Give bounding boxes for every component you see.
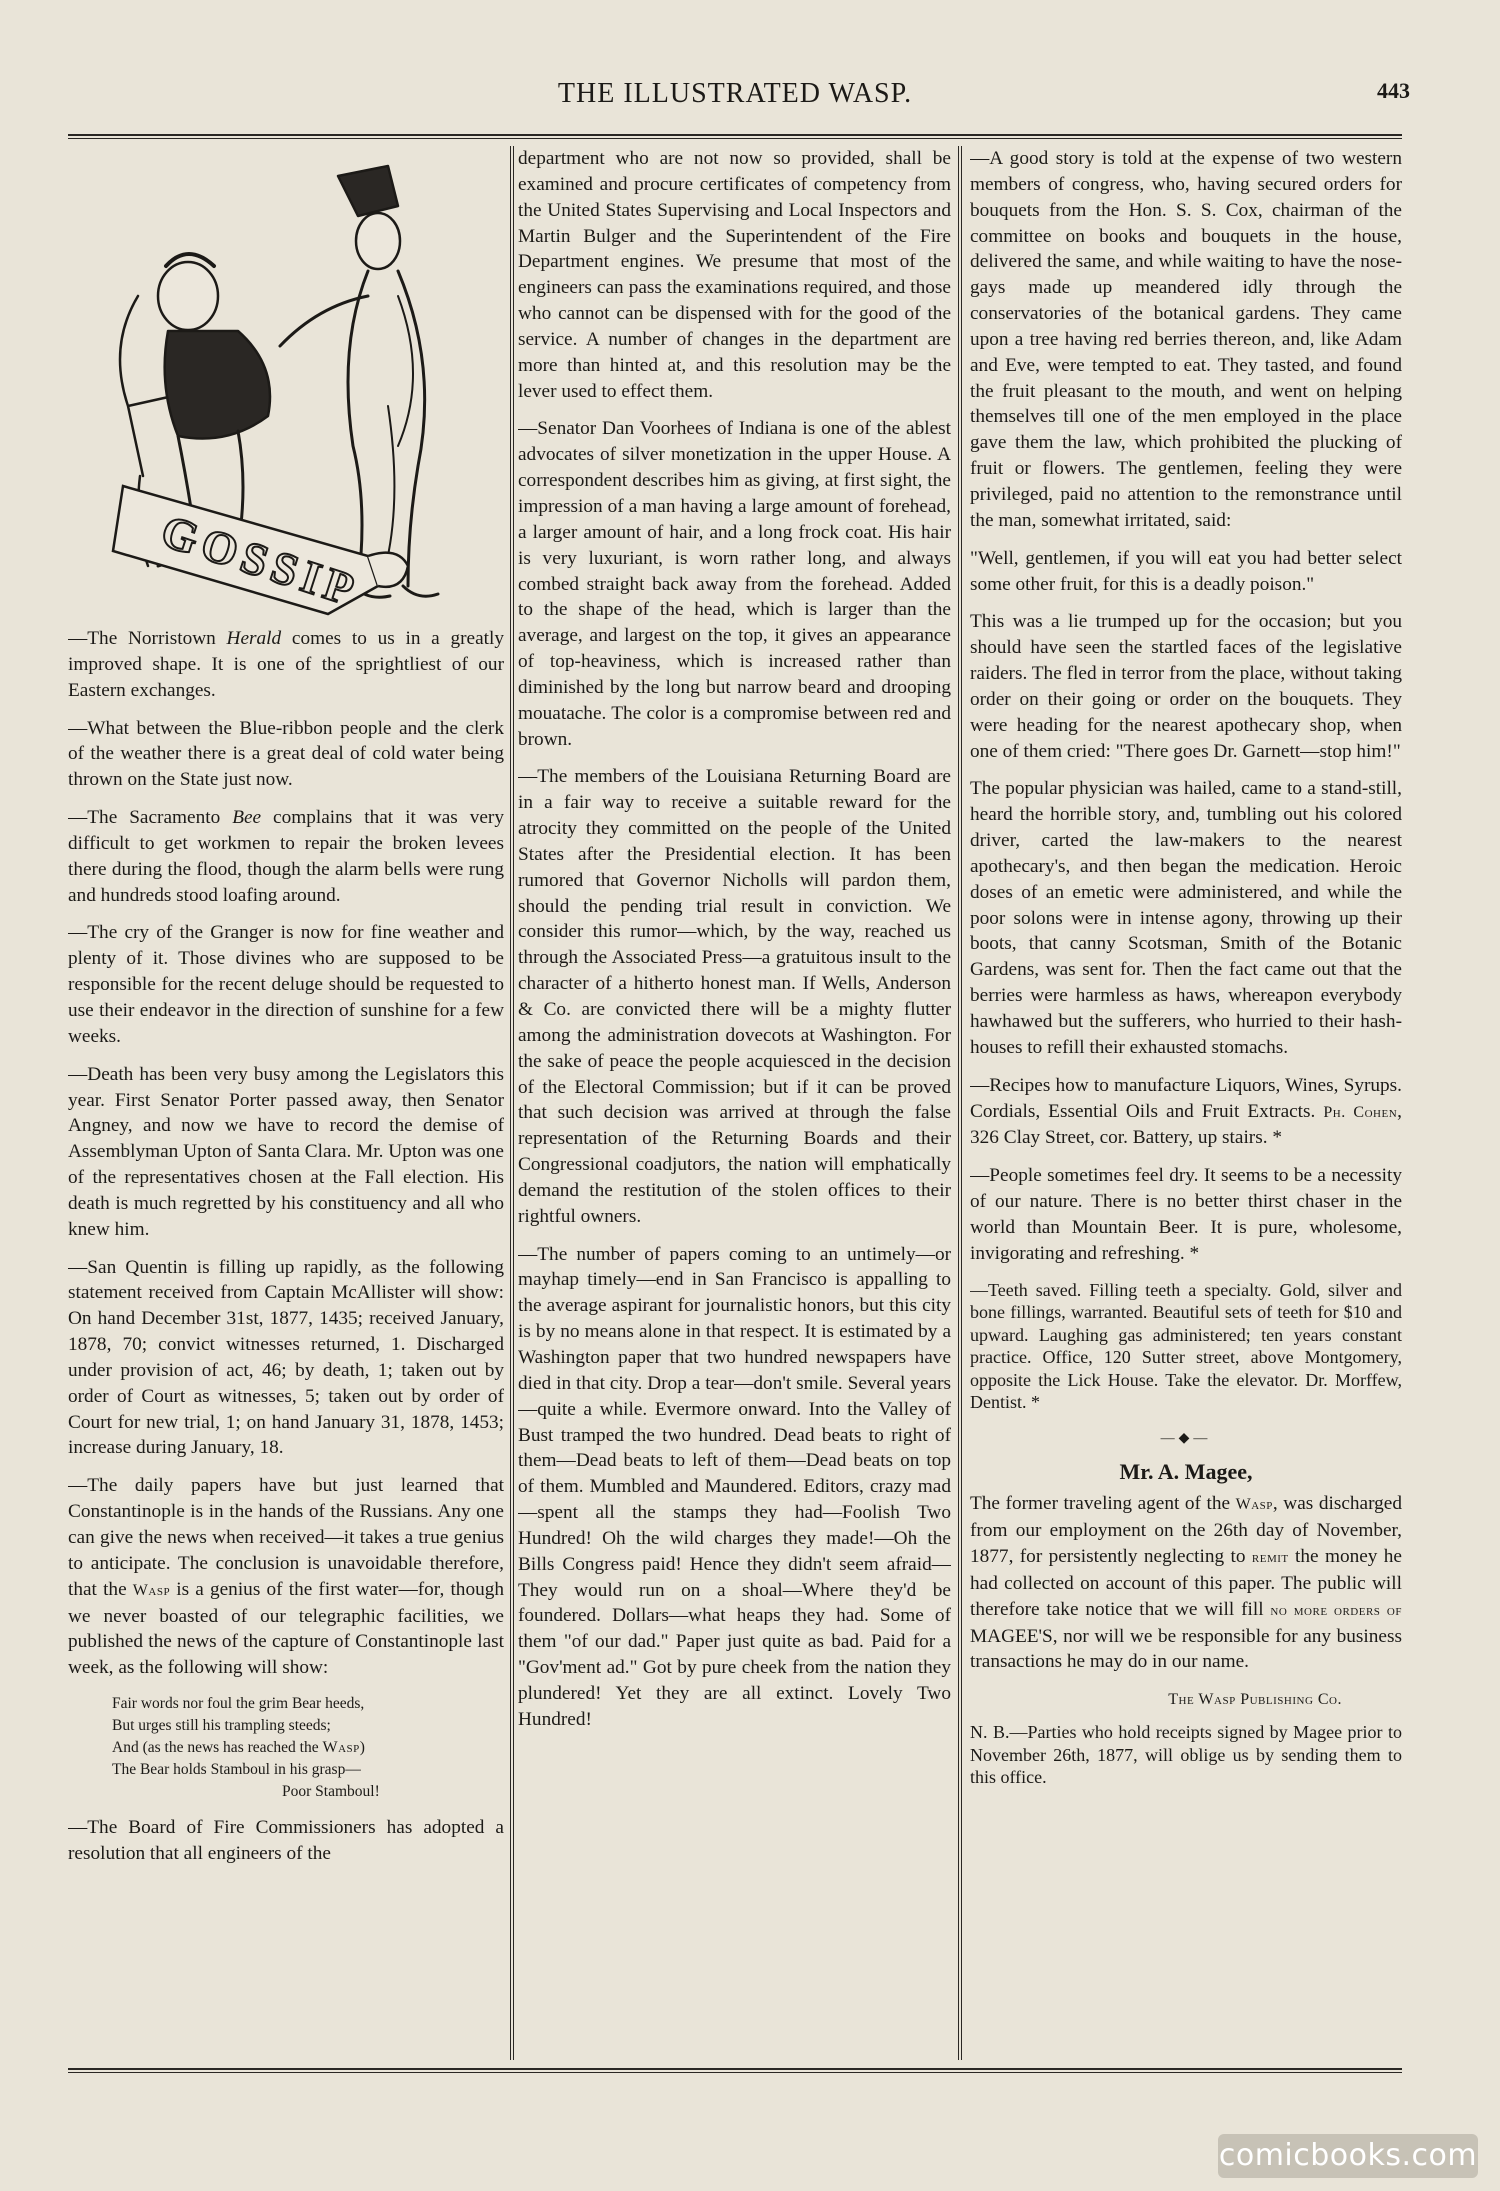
article-congressmen-end: The popular physician was hailed, came to a stand-still, heard the horrible story, and, tumbling out his colored driver, carted the law-makers to the nearest apothecary's, and then began the medication. Heroic doses of an emetic were administered, and while the poor solons were in intense agony, throwing up their boots, that canny Scotsman, Smith of the Botanic Gardens, was sent for. Then the fact came out that the berries were harmless as haws, whereapon everybody hawhawed but the sufferers, who hurried to their hash-houses to refill their exhausted stomachs. — [970, 778, 1402, 1058]
article-two-hundred: —The number of papers coming to an untimely—or mayhap timely—end in San Francisco is appalling to the average aspirant for journalistic honors, but this city is by no means alone in that respect. It is estimated by a Washington paper that two hundred newspapers have died in that city. Drop a tear—don't smile. Several years—quite a while. Evermore onward. Into the Valley of Bust tramped the two hundred. Dead beats to right of them—Dead beats to left of them—Dead beats on top of them. Mumbled and Maundered. Editors, crazy mad—spent all the stamps they had—Foolish Two Hundred! Oh the wild charges they made!—Oh the Bills Congress paid! Hence they didn't seem afraid—They would run on a shoal—Where they'd be foundered. Dollars—what heaps they had. Some of them "of our dad." Paper just quite as bad. Paid for a "Gov'ment ad." Got by pure cheek from the nation they plundered! Yet they are all extinct. Lovely Two Hundred! — [518, 1243, 951, 1730]
ad-mountain-beer: —People sometimes feel dry. It seems to be a necessity of our nature. There is no better thirst chaser in the world than Mountain Beer. It is pure, wholesome, invigorating and refreshing. * — [970, 1165, 1402, 1264]
article-herald: —The Norristown Herald comes to us in a greatly improved shape. It is one of the sprightliest of our Eastern exchanges. — [68, 628, 504, 701]
bottom-rule — [68, 2068, 1402, 2070]
article-congressmen-flight: This was a lie trumped up for the occasion; but you should have seen the startled faces of the legislative raiders. The fled in terror from the place, without taking order on their going or order on the bouquets. They were heading for the nearest apothecary shop, when one of them cried: "There goes Dr. Garnett—stop him!" — [970, 611, 1402, 762]
poem-line: And (as the news has reached the Wasp) — [112, 1739, 365, 1757]
ad-dentist: —Teeth saved. Filling teeth a specialty. Gold, silver and bone fillings, warranted. Beautiful sets of teeth for $10 and upward. Laughing gas administered; ten years constant practice. Office, 120 Sutter street, above Montgomery, opposite the Lick House. Take the elevator. Dr. Morffew, Dentist. * — [970, 1279, 1402, 1413]
top-rule-thin — [68, 138, 1402, 139]
article-congressmen-story: —A good story is told at the expense of two western members of congress, who, having secured orders for bouquets from the Hon. S. S. Cox, chairman of the committee on books and bouquets in the house, delivered the same, and while waiting to have the nose-gays made up meandered idly through the conservatories of the botanical gardens. They came upon a tree having red berries thereon, and, like Adam and Eve, were tempted to eat. They tasted, and found the fruit pleasant to the mouth, and went on helping themselves till one of the men employed in the place gave them the law, which prohibited the plucking of fruit or flowers. The gentlemen, feeling they were privileged, paid no attention to the remonstrance until the man, somewhat irritated, said: — [970, 148, 1402, 531]
column-divider-2b — [961, 146, 962, 2060]
article-voorhees: —Senator Dan Voorhees of Indiana is one of the ablest advocates of silver monetization in the upper House. A correspondent describes him as giving, at first sight, the impression of a man having a large amount of forehead, a larger amount of hair, and a long frock coat. His hair is very luxuriant, is worn rather long, and always combed straight back away from the forehead. Added to the shape of the head, which is larger than the average, and largest on the top, it gives an appearance of top-heaviness, which is increased rather than diminished by the long but narrow beard and drooping mouatache. The color is a compromise between red and brown. — [518, 418, 951, 750]
divider-ornament: —◆— — [1160, 1430, 1212, 1446]
column-divider-1b — [513, 146, 514, 2060]
notice-signature: The Wasp Publishing Co. — [1168, 1691, 1342, 1709]
notice-body: The former traveling agent of the Wasp, was discharged from our employment on the 26th day of November, 1877, for persistently neglecting to remit the money he had collected on account of this paper. The public will therefore take notice that we will fill no more orders of MAGEE'S, nor will we be responsible for any business transactions he may do in our name. — [970, 1493, 1402, 1673]
publication-title: THE ILLUSTRATED WASP. — [557, 78, 913, 109]
top-rule — [68, 134, 1402, 136]
poem-line: The Bear holds Stamboul in his grasp— — [112, 1761, 361, 1779]
bottom-rule-thin — [68, 2072, 1402, 2073]
watermark-logo: comicbooks.com — [1218, 2134, 1478, 2178]
article-blue-ribbon: —What between the Blue-ribbon people and the clerk of the weather there is a great deal of cold water being thrown on the State just now. — [68, 717, 504, 791]
article-returning-board: —The members of the Louisiana Returning Board are in a fair way to receive a suitable reward for the atrocity they committed on the people of the United States after the Presidential election. It has been rumored that Governor Nicholls will pardon them, should the pending trial result in conviction. We consider this rumor—which, by the way, reached us through the Associated Press—a gratuitous insult to the character of a hitherto honest man. If Wells, Anderson & Co. are convicted there will be a mighty flutter among the administration dovecots at Washington. For the sake of peace the people acquiesced in the decision of the Electoral Commission; but if it can be proved that such decision was arrived at through the false representation of the Returning Boards and their Congressional coadjutors, the nation will emphatically demand the restitution of the stolen offices to their rightful owners. — [518, 766, 951, 1227]
article-congressmen-quote: "Well, gentlemen, if you will eat you had better select some other fruit, for this is a deadly poison." — [970, 547, 1402, 595]
poem-line: Fair words nor foul the grim Bear heeds, — [112, 1695, 365, 1713]
ad-recipes: —Recipes how to manufacture Liquors, Wines, Syrups. Cordials, Essential Oils and Fruit Extracts. Ph. Cohen, 326 Clay Street, cor. Battery, up stairs. * — [970, 1074, 1402, 1149]
notice-heading: Mr. A. Magee, — [1119, 1459, 1253, 1485]
article-legislators-death: —Death has been very busy among the Legislators this year. First Senator Porter passed away, then Senator Angney, and now we have to record the demise of Assemblyman Upton of Santa Clara. Mr. Upton was one of the representatives chosen at the Fall election. His death is much regretted by his constituency and all who knew him. — [68, 1063, 504, 1240]
column-1 — [68, 146, 504, 2056]
gossip-illustration — [68, 146, 504, 616]
article-fire-commissioners-cont: department who are not now so provided, shall be examined and procure certificates of competency from the United States Supervising and Local Inspectors and Martin Bulger and the Superintendent of the Fire Department engines. We presume that most of the engineers can pass the examinations required, and those who cannot can be dispensed with for the good of the service. A number of changes in the department are more than hinted at, and this resolution may be the lever used to effect them. — [518, 148, 951, 402]
column-3 — [970, 146, 1402, 2056]
page-number: 443 — [1377, 78, 1410, 103]
article-granger: —The cry of the Granger is now for fine weather and plenty of it. Those divines who are supposed to be responsible for the recent deluge should be requested to use their endeavor in the direction of sunshine for a few weeks. — [68, 922, 504, 1047]
article-constantinople: —The daily papers have but just learned that Constantinople is in the hands of the Russians. Any one can give the news when received—it takes a true genius to anticipate. The conclusion is unavoidable therefore, that the Wasp is a genius of the first water—for, though we never boasted of our telegraphic facilities, we published the news of the capture of Constantinople last week, as the following will show: — [68, 1475, 504, 1679]
article-fire-commissioners-start: —The Board of Fire Commissioners has adopted a resolution that all engineers of the — [68, 1817, 504, 1864]
poem-line: But urges still his trampling steeds; — [112, 1717, 331, 1735]
notice-nb: N. B.—Parties who hold receipts signed by Magee prior to November 26th, 1877, will oblige us by sending them to this office. — [970, 1722, 1402, 1788]
poem-last-line: Poor Stamboul! — [282, 1783, 380, 1801]
poem-stamboul — [112, 1693, 504, 1803]
column-divider-2 — [958, 146, 959, 2060]
column-2 — [518, 146, 951, 2056]
masthead — [60, 72, 1410, 124]
article-san-quentin: —San Quentin is filling up rapidly, as the following statement received from Captain McAllister will show: On hand December 31st, 1877, 1435; received January, 1878, 70; convict witnesses returned, 1. Discharged under provision of act, 46; by death, 1; taken out by order of Court as witnesses, 5; taken out by order of Court for new trial, 1; on hand January 31, 1878, 1453; increase during January, 18. — [68, 1256, 504, 1459]
gossip-banner-text: GOSSIP — [155, 504, 366, 616]
article-sacramento-bee: —The Sacramento Bee complains that it was very difficult to get workmen to repair the broken levees there during the flood, though the alarm bells were rung and hundreds stood loafing around. — [68, 807, 504, 906]
column-divider-1 — [510, 146, 511, 2060]
